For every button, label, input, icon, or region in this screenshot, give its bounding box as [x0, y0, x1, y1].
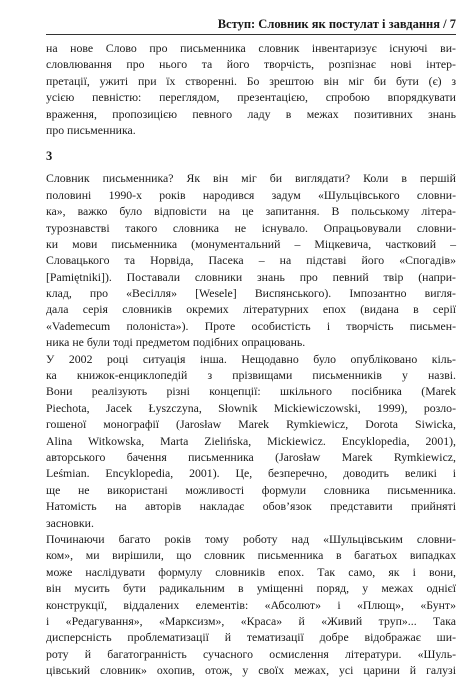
text-line: Вони реалізують різні концепції: шкільного посібника (Marek [46, 384, 456, 399]
text-line: ника не були тоді предметом подібних опрацювань. [46, 335, 306, 350]
text-line: У 2002 році ситуація інша. Нещодавно було опубліковано кіль- [46, 351, 456, 366]
running-title: Вступ: Словник як постулат і завдання / 7 [217, 17, 456, 31]
text-line: [Pamiętniki]). Поставали словники знань про певний твір (напри- [46, 269, 456, 284]
text-line: Натомість на авторів накладає обов’язок представити прийняті [46, 499, 456, 514]
text-line: Словацького та Норвіда, Пасека – на підставі його «Спогадів» [46, 253, 456, 268]
text-line: ки мови письменника (монументальний – Міцкевича, частковий – [46, 236, 456, 251]
text-line: ще не використані можливості формули словника письменника. [46, 482, 456, 497]
paragraph-4 [46, 531, 456, 678]
paragraph-1 [46, 40, 456, 138]
section-number: 3 [46, 149, 53, 164]
header-rule [46, 34, 456, 35]
text-line: засновки. [46, 515, 94, 530]
paragraph-3 [46, 351, 456, 531]
text-line: претації, ужиті при їх створенні. Бо зрештою він міг би бути (є) з [46, 73, 456, 88]
text-line: половині 1990-х років народився задум «Шульцівського словни- [46, 187, 456, 202]
text-line: може наслідувати формулу словників епох. Так само, як і вони, [46, 564, 456, 579]
running-header [46, 13, 456, 33]
text-line: дала серія словників окремих літературних епох (видана в серії [46, 302, 456, 317]
text-line: словлювання про нього та його творчість, розпізнає нові інтер- [46, 57, 456, 72]
text-line: конструкції, віддалених елементів: «Абсолют» і «Плющ», «Бунт» [46, 597, 456, 612]
paragraph-2 [46, 170, 456, 350]
text-line: Leśmian. Encyklopedia, 2001). Це, безперечно, доводить великі і [46, 466, 456, 481]
text-line: турознавстві такого словника не існувало. Опрацьовували словни- [46, 220, 456, 235]
text-line: про письменника. [46, 122, 136, 137]
text-line: гошеної монографії (Jarosław Marek Rymkiewicz, Dorota Siwicka, [46, 417, 456, 432]
text-line: на нове Слово про письменника словник інвентаризує існуючі ви- [46, 41, 456, 55]
text-line: Починаючи багато років тому роботу над «Шульцівським словни- [46, 531, 456, 546]
text-line: ком», ми вирішили, що словник письменника в багатьох випадках [46, 548, 456, 563]
page-body [46, 40, 456, 678]
text-line: він мусить бути радикальним в уміщенні поряд, у межах однієї [46, 581, 456, 596]
text-line: враження, пропозицією певного ладу в межах позитивних знань [46, 106, 456, 121]
text-line: Словник письменника? Як він міг би виглядати? Коли в першій [46, 171, 456, 186]
text-line: роту й багатогранність сучасного осмислення літератури. «Шуль- [46, 646, 456, 661]
text-line: клад, про «Весілля» [Wesele] Виспянського). Імпозантно вигля- [46, 286, 456, 301]
text-line: усією певністю: переглядом, презентацією, спробою впорядкувати [46, 90, 456, 105]
text-line: і «Редагування», «Марксизм», «Краса» й «Живий труп»... Така [46, 613, 456, 628]
text-line: ка», важко було відповісти на це запитання. В польському літера- [46, 204, 456, 219]
text-line: Piechota, Jacek Łyszczyna, Słownik Mickiewiczowski, 1999), розло- [46, 400, 456, 415]
text-line: цівський словник» охопив, отож, у своїх межах, усі царини й галузі [46, 663, 456, 678]
text-line: ка книжок-енциклопедій з прізвищами письменників у назві. [46, 368, 456, 383]
text-line: авторського бачення письменника (Jarosław Marek Rymkiewicz, [46, 449, 456, 464]
text-line: «Vademecum полоніста»). Проте особистість і творчість письмен- [46, 318, 456, 333]
text-line: Alina Witkowska, Marta Zielińska, Mickiewicz. Encyklopedia, 2001), [46, 433, 456, 448]
text-line: дисперсність проблематизації й тематизації добре відображає ши- [46, 630, 456, 645]
